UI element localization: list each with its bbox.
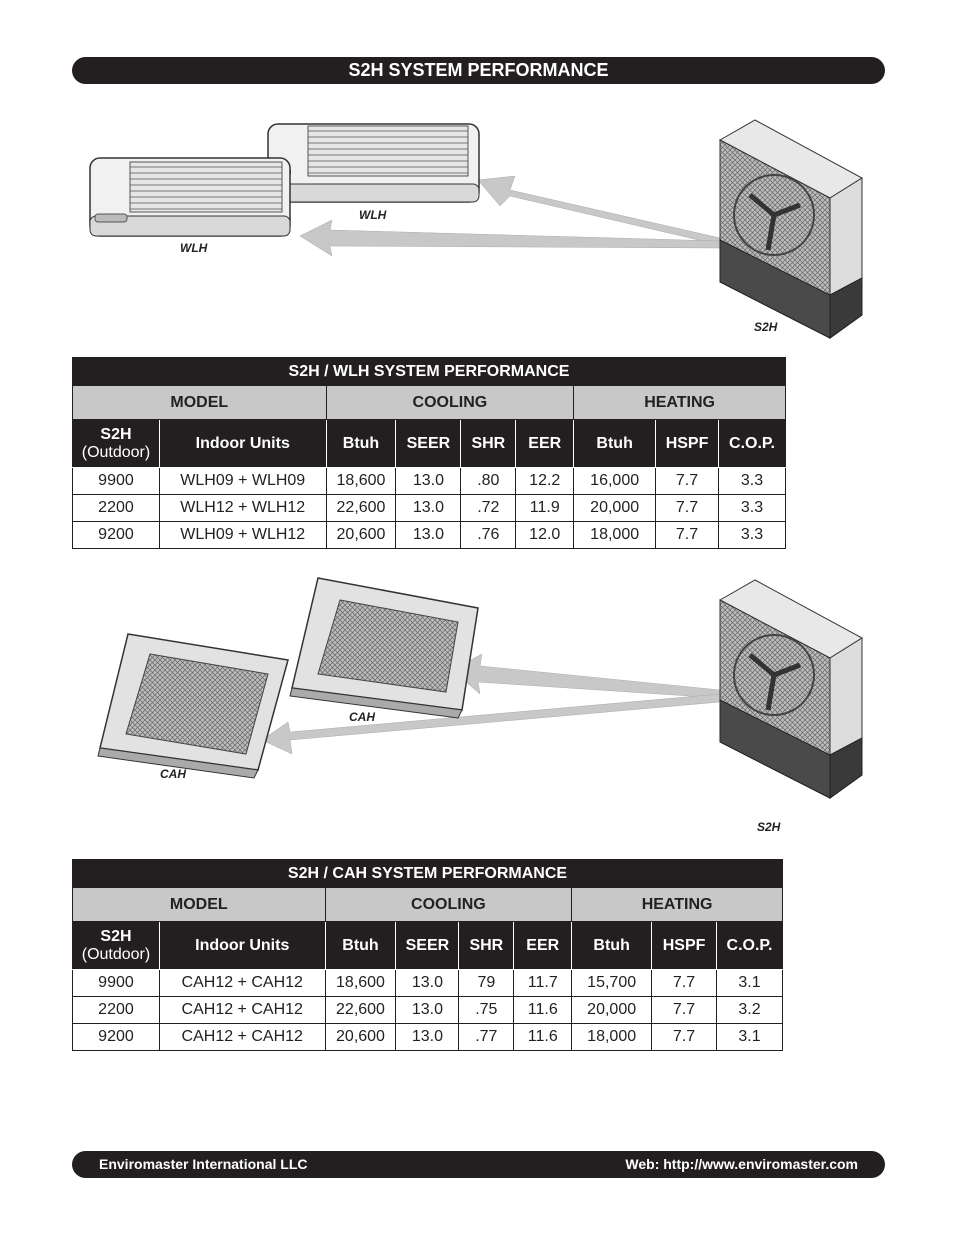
col-outdoor	[73, 922, 160, 970]
table-row	[73, 970, 783, 997]
cell: 9900	[73, 970, 160, 997]
cell: CAH12 + CAH12	[159, 1024, 325, 1051]
cell: 18,000	[572, 1024, 652, 1051]
cell: 22,600	[325, 997, 396, 1024]
wlh-system-illustration	[0, 110, 954, 345]
col-shr: SHR	[461, 420, 516, 468]
cell: WLH12 + WLH12	[159, 495, 326, 522]
cell: WLH09 + WLH12	[159, 522, 326, 549]
cell: 12.0	[516, 522, 574, 549]
cell: 7.7	[652, 997, 717, 1024]
col-outdoor-label: S2H	[100, 927, 132, 945]
cell: 9200	[73, 522, 160, 549]
col-outdoor-label: S2H	[100, 425, 132, 443]
outdoor-unit-label: S2H	[754, 320, 778, 334]
footer-banner	[72, 1151, 885, 1178]
group-cooling: COOLING	[326, 386, 574, 420]
wlh-performance-table	[72, 357, 786, 549]
cell: CAH12 + CAH12	[159, 997, 325, 1024]
col-cop: C.O.P.	[719, 420, 786, 468]
col-shr: SHR	[459, 922, 514, 970]
cell: 2200	[73, 997, 160, 1024]
footer-web-link[interactable]: Web: http://www.enviromaster.com	[625, 1156, 858, 1172]
cell: 3.2	[717, 997, 783, 1024]
indoor-unit-label: CAH	[349, 710, 375, 724]
outdoor-unit-icon	[720, 120, 862, 338]
col-heat-btuh: Btuh	[572, 922, 652, 970]
cah-performance-table	[72, 859, 783, 1051]
outdoor-unit-label: S2H	[757, 820, 781, 834]
cell: 20,600	[326, 522, 396, 549]
cell: WLH09 + WLH09	[159, 468, 326, 495]
cell: .76	[461, 522, 516, 549]
col-hspf: HSPF	[652, 922, 717, 970]
cell: .75	[459, 997, 514, 1024]
wall-unit-icon	[90, 158, 290, 236]
group-model: MODEL	[73, 888, 326, 922]
cell: 22,600	[326, 495, 396, 522]
col-cool-btuh: Btuh	[325, 922, 396, 970]
cell: CAH12 + CAH12	[159, 970, 325, 997]
cell: 7.7	[656, 522, 719, 549]
cell: 2200	[73, 495, 160, 522]
cell: 18,600	[325, 970, 396, 997]
cell: 3.3	[719, 522, 786, 549]
cell: 3.3	[719, 495, 786, 522]
col-outdoor-sub: (Outdoor)	[81, 443, 151, 461]
cell: 18,600	[326, 468, 396, 495]
cell: 13.0	[396, 997, 459, 1024]
cassette-unit-icon	[290, 578, 478, 718]
cell: 16,000	[574, 468, 656, 495]
indoor-unit-label: WLH	[359, 208, 387, 222]
group-heating: HEATING	[574, 386, 786, 420]
cell: 7.7	[656, 468, 719, 495]
table-row	[73, 468, 786, 495]
table-title: S2H / CAH SYSTEM PERFORMANCE	[73, 860, 783, 888]
cell: .80	[461, 468, 516, 495]
col-cop: C.O.P.	[717, 922, 783, 970]
table-row	[73, 997, 783, 1024]
cell: 3.3	[719, 468, 786, 495]
table-title: S2H / WLH SYSTEM PERFORMANCE	[73, 358, 786, 386]
cell: 13.0	[396, 522, 461, 549]
cell: .77	[459, 1024, 514, 1051]
cell: 20,000	[574, 495, 656, 522]
cell: 12.2	[516, 468, 574, 495]
cell: 11.6	[514, 1024, 572, 1051]
table-row	[73, 1024, 783, 1051]
cell: 11.9	[516, 495, 574, 522]
cell: 11.6	[514, 997, 572, 1024]
col-hspf: HSPF	[656, 420, 719, 468]
col-outdoor-sub: (Outdoor)	[81, 945, 151, 963]
col-indoor: Indoor Units	[159, 922, 325, 970]
table-row	[73, 522, 786, 549]
cell: 15,700	[572, 970, 652, 997]
col-cool-btuh: Btuh	[326, 420, 396, 468]
indoor-unit-label: WLH	[180, 241, 208, 255]
cassette-unit-icon	[98, 634, 288, 778]
col-outdoor	[73, 420, 160, 468]
cell: .72	[461, 495, 516, 522]
cell: 3.1	[717, 970, 783, 997]
table-row	[73, 495, 786, 522]
page-title-banner	[72, 57, 885, 84]
cell: 13.0	[396, 970, 459, 997]
outdoor-unit-icon	[720, 580, 862, 798]
col-eer: EER	[516, 420, 574, 468]
col-seer: SEER	[396, 922, 459, 970]
cell: 20,000	[572, 997, 652, 1024]
footer-company: Enviromaster International LLC	[99, 1156, 308, 1172]
page-title: S2H SYSTEM PERFORMANCE	[348, 60, 609, 80]
col-eer: EER	[514, 922, 572, 970]
cell: 79	[459, 970, 514, 997]
cell: 18,000	[574, 522, 656, 549]
indoor-unit-label: CAH	[160, 767, 186, 781]
group-model: MODEL	[73, 386, 327, 420]
cah-system-illustration	[0, 570, 954, 840]
cell: 7.7	[652, 970, 717, 997]
cell: 7.7	[652, 1024, 717, 1051]
col-indoor: Indoor Units	[159, 420, 326, 468]
cell: 11.7	[514, 970, 572, 997]
col-heat-btuh: Btuh	[574, 420, 656, 468]
cell: 20,600	[325, 1024, 396, 1051]
wall-unit-icon	[268, 124, 479, 202]
group-cooling: COOLING	[325, 888, 572, 922]
cell: 13.0	[396, 468, 461, 495]
col-seer: SEER	[396, 420, 461, 468]
cell: 7.7	[656, 495, 719, 522]
cell: 13.0	[396, 1024, 459, 1051]
cell: 3.1	[717, 1024, 783, 1051]
cell: 9900	[73, 468, 160, 495]
cell: 13.0	[396, 495, 461, 522]
group-heating: HEATING	[572, 888, 783, 922]
cell: 9200	[73, 1024, 160, 1051]
